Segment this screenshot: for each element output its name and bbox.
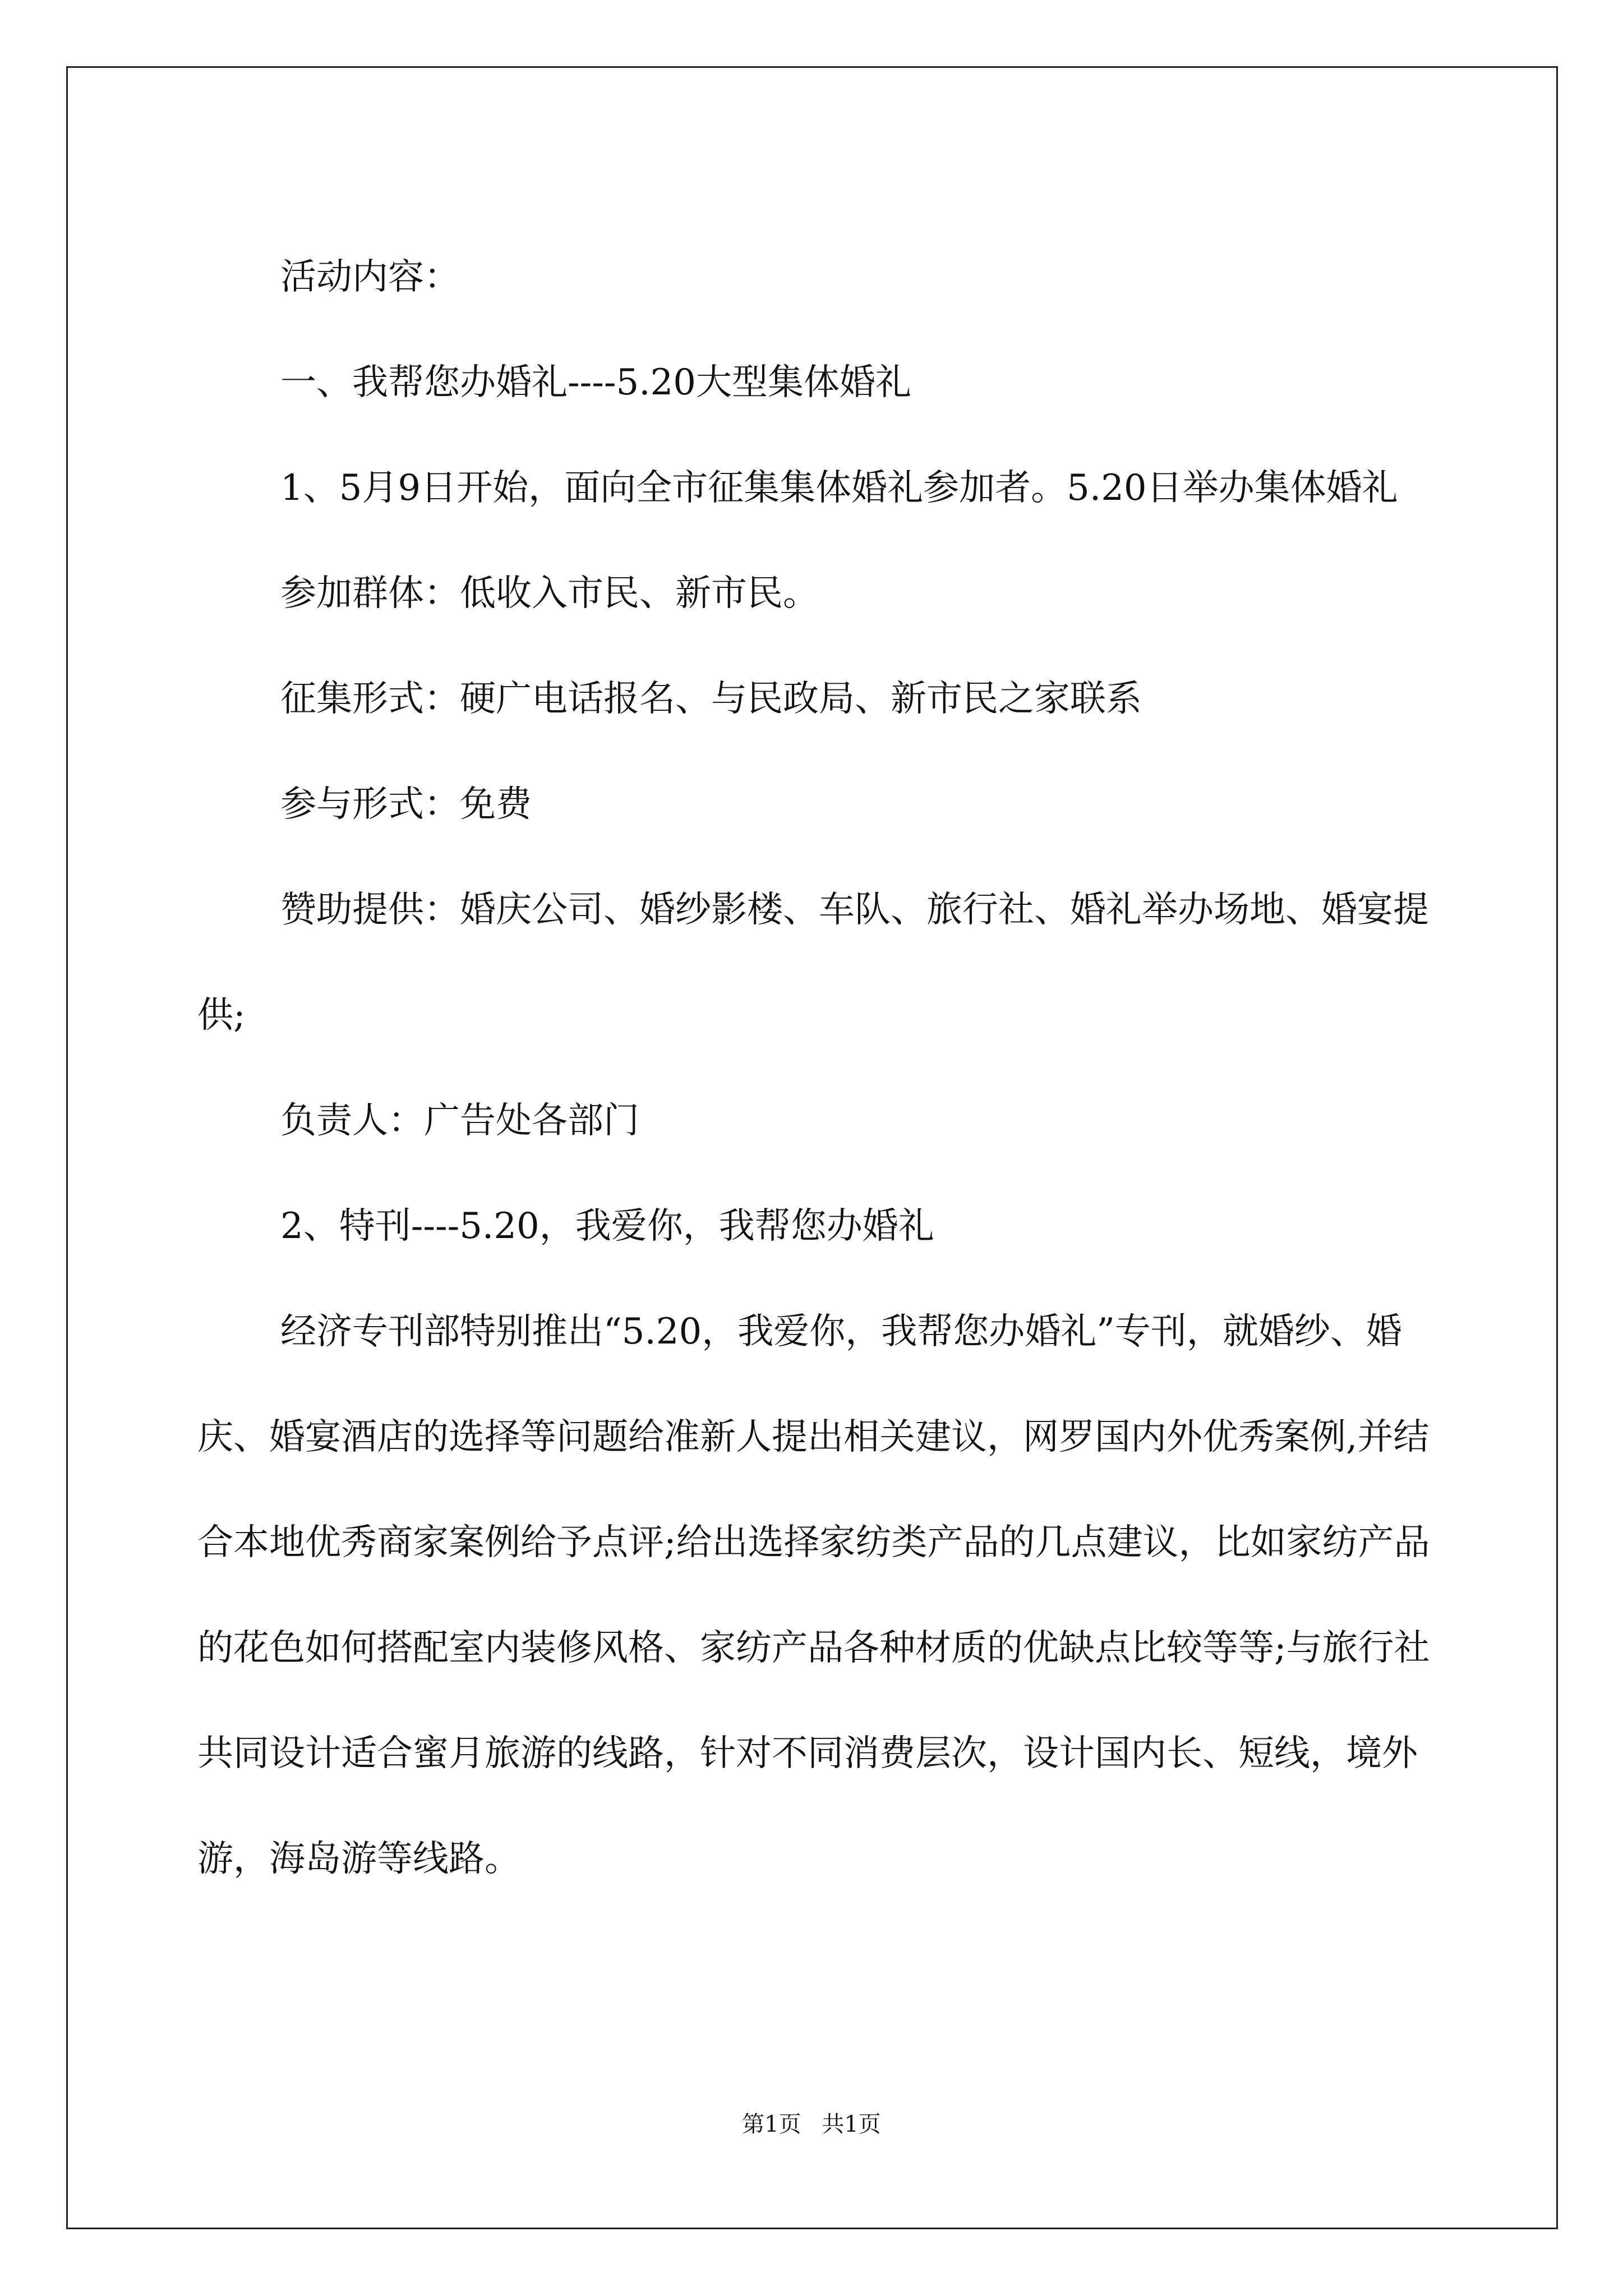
paragraph: 征集形式：硬广电话报名、与民政局、新市民之家联系	[280, 678, 1142, 720]
document-body	[197, 224, 1459, 1912]
subsection-title: 一、我帮您办婚礼----5.20大型集体婚礼	[280, 362, 911, 403]
paragraph: 赞助提供：婚庆公司、婚纱影楼、车队、旅行社、婚礼举办场地、婚宴提供;	[197, 889, 1429, 1036]
section-heading: 活动内容：	[280, 256, 460, 298]
subsection-title: 2、特刊----5.20，我爱你，我帮您办婚礼	[280, 1205, 934, 1247]
page-footer	[0, 2110, 1623, 2138]
paragraph: 参与形式：免费	[280, 784, 532, 825]
page-total: 共1页	[822, 2111, 881, 2137]
page-number: 第1页	[742, 2111, 801, 2137]
paragraph: 负责人：广告处各部门	[280, 1100, 639, 1142]
paragraph: 1、5月9日开始，面向全市征集集体婚礼参加者。5.20日举办集体婚礼	[280, 467, 1398, 509]
paragraph: 参加群体：低收入市民、新市民。	[280, 573, 819, 614]
paragraph: 经济专刊部特别推出“5.20，我爱你，我帮您办婚礼”专刊，就婚纱、婚庆、婚宴酒店的选择等问题给准新人提出相关建议，网罗国内外优秀案例,并结合本地优秀商家案例给予点评;给出选择家纺类产品的几点建议，比如家纺产品的花色如何搭配室内装修风格、家纺产品各种材质的优缺点比较等等;与旅行社共同设计适合蜜月旅游的线路，针对不同消费层次，设计国内长、短线，境外游，海岛游等线路。	[197, 1311, 1430, 1880]
